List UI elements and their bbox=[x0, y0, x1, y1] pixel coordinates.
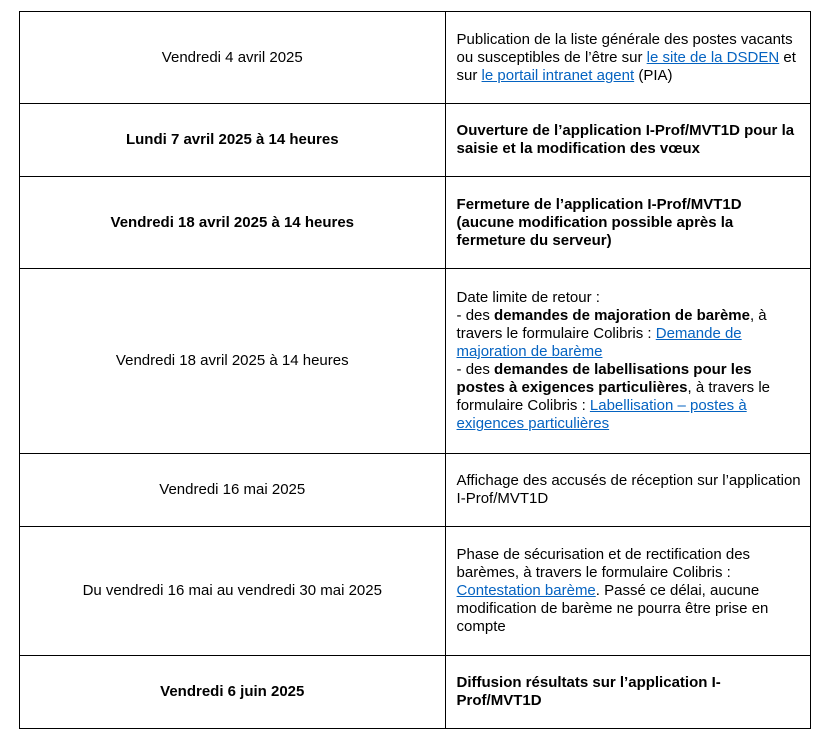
date-text: Du vendredi 16 mai au vendredi 30 mai 2025 bbox=[82, 582, 382, 599]
contestation-bareme-link[interactable]: Contestation barème bbox=[456, 582, 596, 599]
list-item-prefix: - des bbox=[456, 307, 495, 324]
table-row bbox=[20, 12, 811, 104]
date-text: Lundi 7 avril 2025 à 14 heures bbox=[125, 131, 339, 148]
description-text: Phase de sécurisation et de rectification des barèmes, à travers le formulaire Colibris : bbox=[456, 546, 751, 581]
date-text: Vendredi 18 avril 2025 à 14 heures bbox=[115, 352, 349, 369]
table-row bbox=[20, 177, 811, 269]
date-cell bbox=[20, 527, 446, 656]
date-cell bbox=[20, 177, 446, 269]
date-cell bbox=[20, 12, 446, 104]
list-item-bold: demandes de majoration de barème bbox=[494, 307, 750, 324]
date-cell bbox=[20, 454, 446, 527]
description-text: et sur bbox=[456, 48, 796, 84]
list-item-bold: demandes de labellisations pour les postes à exigences particulières bbox=[456, 361, 752, 396]
description-cell bbox=[445, 527, 810, 656]
schedule-table bbox=[19, 11, 811, 729]
description-text: Diffusion résultats sur l’application I-Prof/MVT1D bbox=[456, 674, 721, 709]
description-cell bbox=[445, 12, 810, 104]
date-cell bbox=[20, 104, 446, 177]
dsden-site-link[interactable]: le site de la DSDEN bbox=[646, 48, 780, 66]
date-cell bbox=[20, 269, 446, 454]
table-row bbox=[20, 104, 811, 177]
description-text: . Passé ce délai, aucune modification de barème ne pourra être prise en compte bbox=[456, 582, 769, 635]
description-text: Publication de la liste générale des postes vacants ou susceptibles de l’être sur bbox=[456, 30, 793, 66]
table-row bbox=[20, 656, 811, 729]
table-row bbox=[20, 269, 811, 454]
description-text: (PIA) bbox=[634, 66, 673, 84]
labellisation-link[interactable]: Labellisation – postes à exigences particulières bbox=[456, 397, 747, 432]
description-cell bbox=[445, 656, 810, 729]
date-text: Vendredi 16 mai 2025 bbox=[159, 481, 306, 498]
list-item-prefix: - des bbox=[456, 361, 495, 378]
date-cell bbox=[20, 656, 446, 729]
description-cell bbox=[445, 454, 810, 527]
list-item-suffix: , à travers le formulaire Colibris : bbox=[456, 307, 767, 342]
description-text: Affichage des accusés de réception sur l’application I-Prof/MVT1D bbox=[456, 472, 801, 507]
date-text: Vendredi 18 avril 2025 à 14 heures bbox=[110, 213, 355, 231]
date-text: Vendredi 6 juin 2025 bbox=[160, 683, 305, 700]
description-note: (aucune modification possible après la fermeture du serveur) bbox=[456, 213, 734, 249]
description-intro: Date limite de retour : bbox=[456, 289, 600, 306]
majoration-bareme-link[interactable]: Demande de majoration de barème bbox=[456, 325, 742, 360]
description-cell bbox=[445, 177, 810, 269]
intranet-portal-link[interactable]: le portail intranet agent bbox=[481, 66, 635, 84]
description-text: Fermeture de l’application I-Prof/MVT1D bbox=[456, 195, 742, 213]
description-cell bbox=[445, 269, 810, 454]
description-text: Ouverture de l’application I-Prof/MVT1D pour la saisie et la modification des vœux bbox=[456, 122, 795, 157]
table-row bbox=[20, 454, 811, 527]
list-item-suffix: , à travers le formulaire Colibris : bbox=[456, 379, 771, 414]
table-row bbox=[20, 527, 811, 656]
date-text: Vendredi 4 avril 2025 bbox=[161, 48, 303, 66]
description-cell bbox=[445, 104, 810, 177]
list-item bbox=[457, 361, 804, 433]
list-item bbox=[457, 307, 804, 361]
